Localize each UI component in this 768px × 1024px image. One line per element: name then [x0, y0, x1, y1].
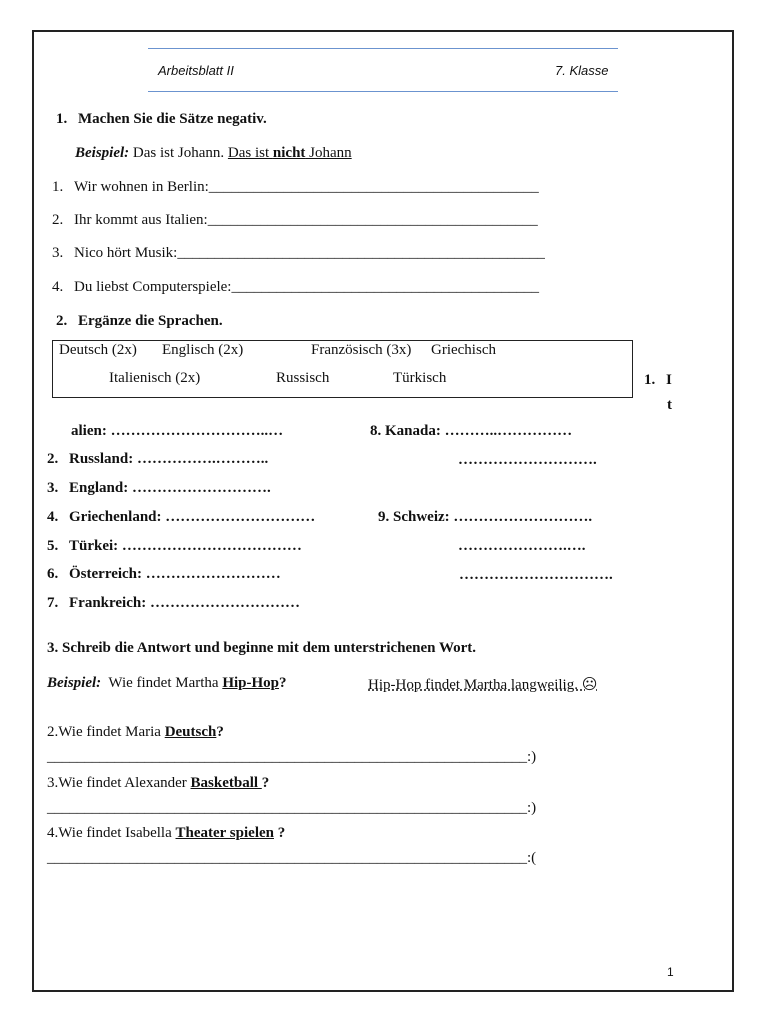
grade-label: 7. Klasse	[555, 63, 609, 78]
country-line-7[interactable]: 7. Frankreich: …………………………	[47, 595, 300, 611]
example-label: Beispiel:	[75, 145, 130, 161]
country-line-4[interactable]: 4. Griechenland: …………………………	[47, 509, 316, 525]
word-bank-item: Französisch (3x)	[311, 342, 412, 358]
word-bank-item: Englisch (2x)	[162, 342, 244, 358]
header-bottom-rule	[148, 91, 618, 92]
header-top-rule	[148, 48, 618, 49]
example-answer: Hip-Hop findet Martha langweilig. ☹	[368, 677, 598, 693]
country-line-2[interactable]: 2. Russland: …………….………..	[47, 451, 269, 467]
answer-dots[interactable]: ………………………….	[459, 567, 613, 583]
example-label: Beispiel:	[47, 675, 102, 691]
answer-dots[interactable]: ……………………….	[458, 452, 597, 468]
smiley: :)	[527, 749, 537, 765]
answer-line-3[interactable]: ________________________________________________________________:)	[47, 800, 537, 816]
exercise2-number: 2.	[56, 313, 68, 329]
exercise1-item-1[interactable]: 1. Wir wohnen in Berlin:____________________________________________	[52, 179, 539, 195]
answer-line-4[interactable]: ________________________________________________________________:(	[47, 850, 537, 866]
word-bank-item: Griechisch	[431, 342, 496, 358]
word-bank-item: Türkisch	[393, 370, 447, 386]
country-line-1[interactable]: alien: …………………………..…	[71, 423, 284, 439]
exercise1-title: Machen Sie die Sätze negativ.	[78, 111, 267, 127]
exercise3-heading: 3. Schreib die Antwort und beginne mit dem unterstrichenen Wort.	[47, 640, 477, 656]
side-letter: t	[667, 397, 672, 413]
exercise3-example: Beispiel: Wie findet Martha Hip-Hop?	[47, 675, 287, 691]
exercise1-heading	[56, 111, 267, 128]
word-bank-item: Deutsch (2x)	[59, 342, 137, 358]
exercise1-number: 1.	[56, 111, 68, 127]
example-answer: Das ist nicht Johann	[227, 145, 352, 161]
country-line-3[interactable]: 3. England: ……………………….	[47, 480, 271, 496]
side-number: 1.	[644, 372, 656, 388]
country-line-6[interactable]: 6. Österreich: ………………………	[47, 566, 281, 582]
exercise1-item-3[interactable]: 3. Nico hört Musik:_________________________________________________	[52, 245, 545, 261]
country-line-5[interactable]: 5. Türkei: ………………………………	[47, 538, 302, 554]
answer-dots[interactable]: ………………….….	[458, 538, 586, 554]
answer-line-2[interactable]: ________________________________________________________________:)	[47, 749, 537, 765]
exercise2-title: Ergänze die Sprachen.	[78, 313, 223, 329]
exercise1-example	[75, 145, 352, 162]
word-bank-item: Italienisch (2x)	[109, 370, 201, 386]
word-bank-item: Russisch	[276, 370, 330, 386]
smiley: :)	[527, 800, 537, 816]
country-line-8[interactable]: 8. Kanada: ………..……………	[370, 423, 573, 439]
question-4: 4.Wie findet Isabella Theater spielen ?	[47, 825, 286, 841]
frown: :(	[527, 850, 537, 866]
exercise1-item-2[interactable]: 2. Ihr kommt aus Italien:____________________________________________	[52, 212, 538, 228]
exercise2-heading	[56, 313, 223, 330]
question-3: 3.Wie findet Alexander Basketball ?	[47, 775, 270, 791]
exercise1-item-4[interactable]: 4. Du liebst Computerspiele:_________________________________________	[52, 279, 539, 295]
country-line-9[interactable]: 9. Schweiz: ……………………….	[378, 509, 593, 525]
page-number: 1	[667, 965, 674, 979]
side-letter: I	[666, 372, 672, 388]
question-2: 2.Wie findet Maria Deutsch?	[47, 724, 224, 740]
example-sentence: Das ist Johann.	[132, 145, 225, 161]
worksheet-title: Arbeitsblatt II	[158, 63, 234, 78]
